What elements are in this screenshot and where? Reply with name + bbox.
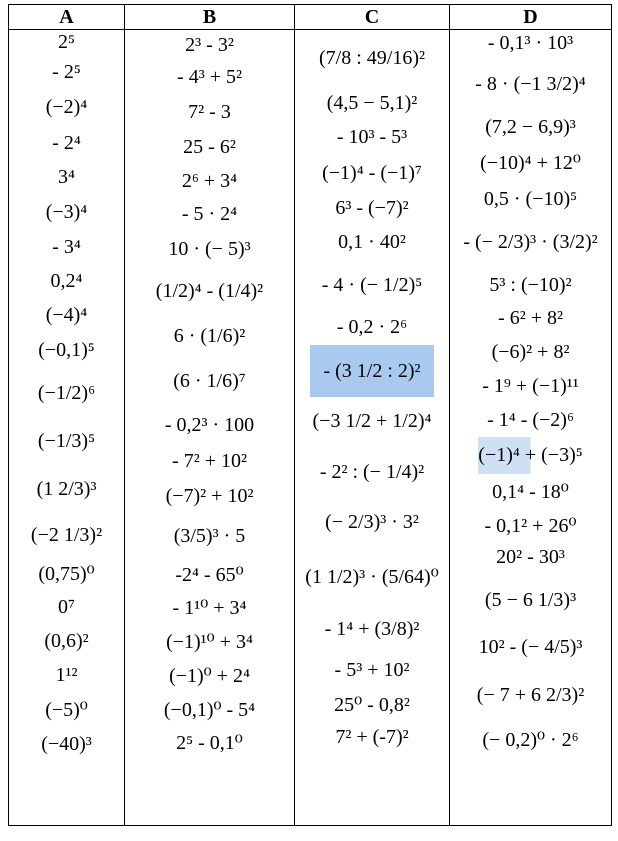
exercise-table (8, 4, 612, 826)
expression-d-5: 0,5 · (−10)⁵ (483, 187, 578, 210)
expression-d-12: (−1)⁴ + (−3)⁵ (478, 437, 582, 474)
expression-a-8: 0,2⁴ (50, 269, 83, 292)
expression-d-9: (−6)² + 8² (491, 340, 570, 363)
expression-d-3: (7,2 − 6,9)³ (485, 116, 576, 138)
expression-d-19: (− 0,2)⁰ · 2⁶ (482, 728, 579, 751)
expression-c-16: 25⁰ - 0,8² (334, 693, 410, 716)
column-b-cell (125, 30, 295, 826)
expression-c-14: - 1⁴ + (3/8)² (324, 617, 420, 640)
expression-c-5: 6³ - (−7)² (335, 196, 409, 219)
expression-b-8: (1/2)⁴ - (1/4)² (155, 280, 264, 302)
expression-d-16: (5 − 6 1/3)³ (484, 588, 577, 611)
column-c-cell (295, 30, 450, 826)
expression-a-3: (−2)⁴ (45, 96, 88, 118)
expression-d-6: - (− 2/3)³ · (3/2)² (463, 231, 598, 253)
expression-d-17: 10² - (− 4/5)³ (478, 635, 583, 658)
expression-b-10: (6 · 1/6)⁷ (173, 370, 246, 392)
expression-b-16: - 1¹⁰ + 3⁴ (172, 596, 247, 619)
expression-b-20: 2⁵ - 0,1⁰ (176, 731, 243, 754)
expression-b-5: 2⁶ + 3⁴ (181, 169, 238, 192)
column-b-list (125, 30, 294, 758)
header-cell-a: A (9, 5, 125, 30)
expression-a-1: 2⁵ (58, 31, 75, 53)
expression-a-16: 0⁷ (58, 595, 75, 618)
expression-a-18: 1¹² (55, 663, 78, 686)
expression-a-7: - 3⁴ (52, 235, 81, 258)
expression-a-14: (−2 1/3)² (30, 523, 103, 546)
expression-b-15: -2⁴ - 65⁰ (175, 563, 244, 586)
column-d-list (450, 30, 611, 754)
expression-a-13: (1 2/3)³ (36, 477, 97, 500)
expression-b-9: 6 · (1/6)² (173, 324, 246, 347)
expression-b-4: 25 - 6² (183, 135, 236, 158)
expression-d-11: - 1⁴ - (−2)⁶ (487, 408, 574, 431)
expression-c-8: - 0,2 · 2⁶ (336, 316, 408, 338)
expression-b-18: (−1)⁰ + 2⁴ (169, 664, 250, 687)
expression-a-5: 3⁴ (58, 165, 75, 188)
expression-d-8: - 6² + 8² (498, 307, 563, 329)
expression-d-15: 20² - 30³ (496, 546, 565, 568)
expression-a-6: (−3)⁴ (45, 200, 88, 223)
expression-b-7: 10 · (− 5)³ (168, 237, 251, 260)
expression-c-12: (− 2/3)³ · 3² (325, 511, 419, 533)
expression-a-9: (−4)⁴ (45, 304, 88, 326)
expression-c-15: - 5³ + 10² (334, 658, 410, 681)
expression-b-2: - 4³ + 5² (177, 65, 242, 88)
expression-b-13: (−7)² + 10² (165, 485, 254, 507)
expression-c-17: 7² + (-7)² (335, 725, 409, 748)
expression-a-4: - 2⁴ (52, 131, 81, 154)
header-row (9, 5, 612, 30)
expression-d-1: - 0,1³ · 10³ (487, 32, 574, 54)
expression-b-11: - 0,2³ · 100 (164, 414, 255, 436)
expression-d-2: - 8 · (−1 3/2)⁴ (475, 72, 586, 95)
expression-c-9: - (3 1/2 : 2)² (310, 345, 434, 397)
expression-c-7: - 4 · (− 1/2)⁵ (321, 273, 423, 296)
expression-c-11: - 2² : (− 1/4)² (319, 460, 425, 483)
expression-b-14: (3/5)³ · 5 (173, 525, 246, 547)
expression-a-17: (0,6)² (44, 629, 89, 652)
expression-d-4: (−10)⁴ + 12⁰ (480, 152, 581, 174)
expression-d-13: 0,1⁴ - 18⁰ (492, 480, 569, 503)
expression-c-3: - 10³ - 5³ (336, 126, 408, 148)
expression-a-11: (−1/2)⁶ (37, 381, 96, 404)
expression-d-7: 5³ : (−10)² (489, 273, 572, 296)
expression-d-10: - 1⁹ + (−1)¹¹ (482, 374, 579, 397)
column-a-cell (9, 30, 125, 826)
expression-c-10: (−3 1/2 + 1/2)⁴ (312, 410, 432, 432)
expression-a-15: (0,75)⁰ (38, 562, 95, 585)
expression-a-12: (−1/3)⁵ (37, 429, 96, 452)
body-row (9, 30, 612, 826)
expression-a-20: (−40)³ (41, 732, 92, 755)
header-cell-c: C (295, 5, 450, 30)
expression-c-1: (7/8 : 49/16)² (319, 47, 425, 69)
expression-d-18: (− 7 + 6 2/3)² (476, 684, 585, 706)
expression-a-19: (−5)⁰ (45, 698, 88, 721)
expression-c-2: (4,5 − 5,1)² (326, 92, 418, 114)
expression-b-3: 7² - 3 (188, 100, 231, 123)
header-cell-b: B (125, 5, 295, 30)
expression-b-1: 2³ - 3² (185, 33, 234, 56)
expression-b-17: (−1)¹⁰ + 3⁴ (166, 630, 253, 653)
expression-b-12: - 7² + 10² (172, 449, 247, 472)
expression-b-6: - 5 · 2⁴ (181, 203, 238, 225)
header-cell-d: D (450, 5, 612, 30)
expression-c-4: (−1)⁴ - (−1)⁷ (322, 162, 422, 184)
column-c-list (295, 30, 449, 753)
expression-a-10: (−0,1)⁵ (38, 339, 95, 361)
column-d-cell (450, 30, 612, 826)
expression-c-13: (1 1/2)³ · (5/64)⁰ (305, 565, 439, 588)
column-a-list (9, 30, 124, 762)
expression-c-6: 0,1 · 40² (338, 230, 406, 253)
expression-b-19: (−0,1)⁰ - 5⁴ (163, 698, 256, 721)
expression-a-2: - 2⁵ (52, 60, 81, 83)
expression-d-14: - 0,1² + 26⁰ (484, 514, 577, 537)
